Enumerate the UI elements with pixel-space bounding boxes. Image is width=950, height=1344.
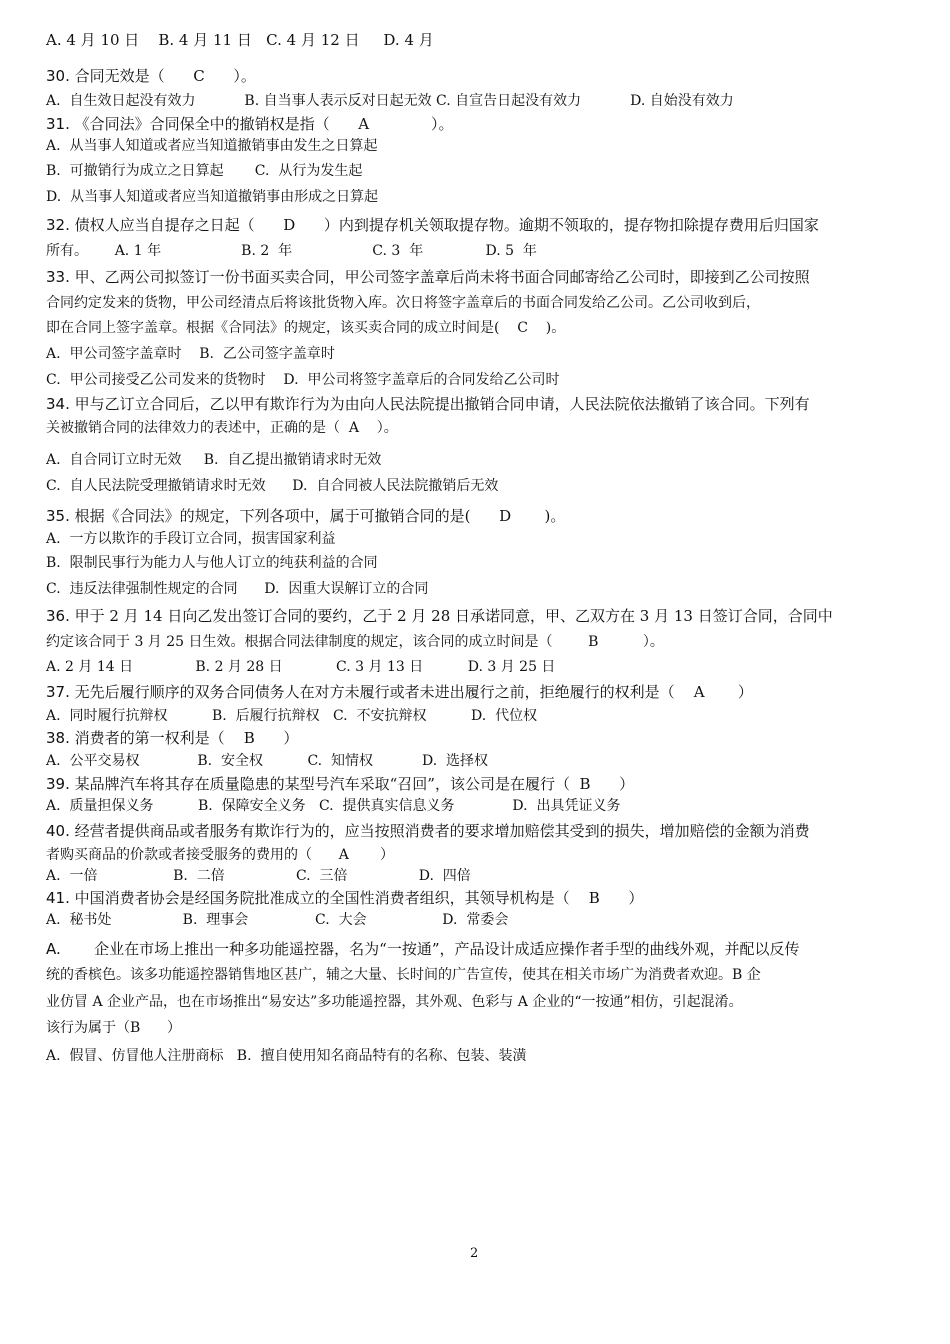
text-line [46, 187, 378, 207]
line-text: 消费者的第一权利是（ B ） [69, 729, 299, 747]
line-text: 所有。 A. 1 年 B. 2 年 C. 3 年 D. 5 年 [46, 243, 537, 259]
question-line [46, 821, 810, 841]
text-line [46, 579, 428, 599]
question-line [46, 939, 799, 959]
line-text: B. 限制民事行为能力人与他人订立的纯获利益的合同 [46, 555, 378, 571]
text-line [46, 1046, 526, 1066]
question-line [46, 888, 643, 908]
line-text: A. 一倍 B. 二倍 C. 三倍 D. 四倍 [46, 868, 471, 884]
line-text: A. 质量担保义务 B. 保障安全义务 C. 提供真实信息义务 D. 出具凭证义务 [46, 798, 621, 814]
text-line [46, 161, 362, 181]
question-number: 35. [46, 507, 70, 525]
text-line [46, 418, 398, 438]
line-text: 某品牌汽车将其存在质量隐患的某型号汽车采取“召回”，该公司是在履行（ B ） [69, 775, 635, 793]
question-line [46, 215, 819, 235]
line-text: C. 自人民法院受理撤销请求时无效 D. 自合同被人民法院撤销后无效 [46, 478, 499, 494]
line-text: 统的香槟色。该多功能遥控器销售地区甚广，辅之大量、长时间的广告宣传，使其在相关市场广为消费者欢迎。B 企 [46, 967, 761, 983]
line-text: A. 假冒、仿冒他人注册商标 B. 擅自使用知名商品特有的名称、包装、装潢 [46, 1048, 527, 1064]
line-text: 该行为属于（B ） [46, 1020, 181, 1036]
text-line [46, 529, 335, 549]
line-text: 债权人应当自提存之日起（ D ）内到提存机关领取提存物。逾期不领取的，提存物扣除提存费用后归国家 [69, 216, 819, 234]
clipped-top-line: A. 4 月 10 日 B. 4 月 11 日 C. 4 月 12 日 D. 4 月 [46, 31, 434, 49]
line-text: D. 从当事人知道或者应当知道撤销事由形成之日算起 [46, 189, 379, 205]
question-number: 40. [46, 822, 70, 840]
text-line [46, 476, 498, 496]
line-text: 甲、乙两公司拟签订一份书面买卖合同，甲公司签字盖章后尚未将书面合同邮寄给乙公司时，即接到乙公司按照 [69, 268, 810, 286]
question-number: 30. [46, 67, 70, 85]
question-number: 38. [46, 729, 70, 747]
text-line [46, 318, 565, 338]
text-line [46, 344, 335, 364]
text-line [46, 370, 559, 390]
line-text: A. 2 月 14 日 B. 2 月 28 日 C. 3 月 13 日 D. 3 月 25 日 [46, 659, 556, 675]
line-text: A. 一方以欺诈的手段订立合同，损害国家利益 [46, 531, 336, 547]
line-text: A. 自生效日起没有效力 B. 自当事人表示反对日起无效 C. 自宣告日起没有效力 D. 自始没有效力 [46, 93, 734, 109]
text-line [46, 796, 620, 816]
question-number: A. [46, 940, 61, 958]
line-text: C. 违反法律强制性规定的合同 D. 因重大误解订立的合同 [46, 581, 429, 597]
question-line [46, 774, 634, 794]
text-line [46, 241, 537, 261]
line-text: 中国消费者协会是经国务院批准成立的全国性消费者组织，其领导机构是（ B ） [69, 889, 644, 907]
line-text: 《合同法》合同保全中的撤销权是指（ A ）。 [69, 115, 454, 133]
line-text: 即在合同上签字盖章。根据《合同法》的规定，该买卖合同的成立时间是( C )。 [46, 320, 566, 336]
line-text: 无先后履行顺序的双务合同债务人在对方未履行或者未进出履行之前，拒绝履行的权利是（ A ） [69, 683, 753, 701]
text-line [46, 657, 555, 677]
question-number: 39. [46, 775, 70, 793]
line-text: A. 秘书处 B. 理事会 C. 大会 D. 常委会 [46, 912, 509, 928]
line-text: 合同约定发来的货物，甲公司经清点后将该批货物入库。次日将签字盖章后的书面合同发给乙公司。乙公司收到后， [46, 295, 760, 311]
line-text: A. 同时履行抗辩权 B. 后履行抗辩权 C. 不安抗辩权 D. 代位权 [46, 708, 538, 724]
page-number: 2 [470, 1246, 479, 1261]
text-line [46, 965, 761, 985]
line-text: 约定该合同于 3 月 25 日生效。根据合同法律制度的规定，该合同的成立时间是（ B ）。 [46, 634, 664, 650]
line-text: A. 甲公司签字盖章时 B. 乙公司签字盖章时 [46, 346, 335, 362]
text-line [46, 992, 743, 1012]
text-line [46, 706, 537, 726]
line-text: B. 可撤销行为成立之日算起 C. 从行为发生起 [46, 163, 363, 179]
text-line [46, 91, 734, 111]
text-line [46, 553, 378, 573]
text-line [46, 293, 760, 313]
question-line [46, 682, 753, 702]
text-line [46, 751, 488, 771]
question-number: 37. [46, 683, 70, 701]
line-text: 者购买商品的价款或者接受服务的费用的（ A ） [46, 847, 394, 863]
text-line [46, 136, 377, 156]
question-line [46, 506, 565, 526]
question-line [46, 394, 810, 414]
text-line [46, 845, 394, 865]
line-text: 经营者提供商品或者服务有欺诈行为的，应当按照消费者的要求增加赔偿其受到的损失，增加赔偿的金额为消费 [69, 822, 810, 840]
line-text: 业仿冒 A 企业产品，也在市场推出“易安达”多功能遥控器，其外观、色彩与 A 企业的“一按通”相仿，引起混淆。 [46, 994, 743, 1010]
question-number: 31. [46, 115, 70, 133]
question-number: 41. [46, 889, 70, 907]
text-line [46, 1018, 181, 1038]
line-text: 甲与乙订立合同后，乙以甲有欺诈行为为由向人民法院提出撤销合同申请，人民法院依法撤销了该合同。下列有 [69, 395, 810, 413]
line-text: 关被撤销合同的法律效力的表述中，正确的是（ A ）。 [46, 420, 398, 436]
question-line [46, 267, 810, 287]
line-text: A. 公平交易权 B. 安全权 C. 知情权 D. 选择权 [46, 753, 489, 769]
text-line [46, 910, 508, 930]
line-text: 合同无效是（ C ）。 [69, 67, 256, 85]
question-line [46, 114, 454, 134]
question-number: 34. [46, 395, 70, 413]
line-text: A. 从当事人知道或者应当知道撤销事由发生之日算起 [46, 138, 378, 154]
question-number: 32. [46, 216, 70, 234]
question-number: 36. [46, 607, 70, 625]
line-text: C. 甲公司接受乙公司发来的货物时 D. 甲公司将签字盖章后的合同发给乙公司时 [46, 372, 560, 388]
text-line [46, 450, 381, 470]
question-line [46, 728, 298, 748]
question-line [46, 606, 833, 626]
text-line [46, 866, 471, 886]
line-text: 甲于 2 月 14 日向乙发出签订合同的要约，乙于 2 月 28 日承诺同意，甲、乙双方在 3 月 13 日签订合同，合同中 [69, 607, 833, 625]
text-line [46, 632, 664, 652]
question-line [46, 66, 256, 86]
line-text: 企业在市场上推出一种多功能遥控器，名为“一按通”，产品设计成适应操作者手型的曲线外观，并配以反传 [60, 940, 800, 958]
line-text: 根据《合同法》的规定，下列各项中，属于可撤销合同的是( D )。 [69, 507, 566, 525]
line-text: A. 自合同订立时无效 B. 自乙提出撤销请求时无效 [46, 452, 382, 468]
question-number: 33. [46, 268, 70, 286]
